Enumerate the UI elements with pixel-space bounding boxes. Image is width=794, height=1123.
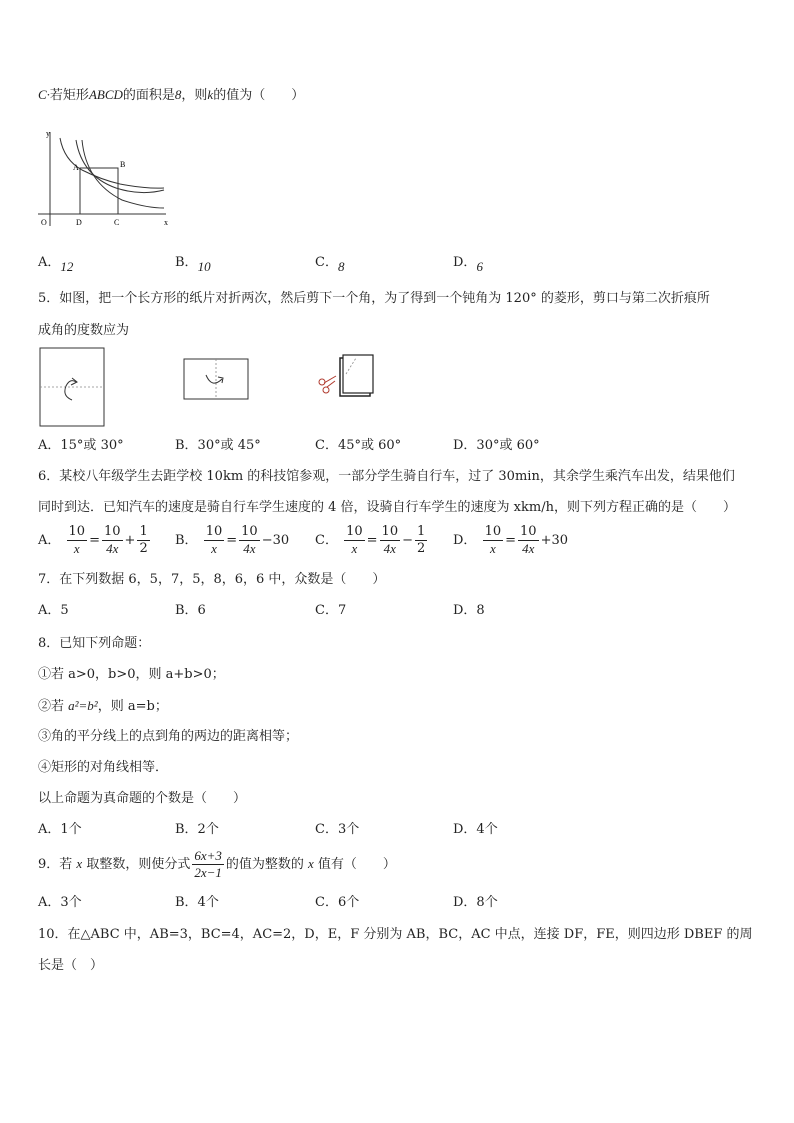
q4c-stem (38, 86, 304, 105)
scissors-icon (319, 376, 336, 393)
q9-option-c[interactable]: C．6个 (315, 895, 360, 910)
hyperbola-figure (36, 126, 176, 232)
rectangle-abcd (80, 168, 118, 214)
q4c-text-c: ，则 (181, 88, 208, 103)
q8-proposition-4: ④矩形的对角线相等． (38, 760, 169, 775)
label-d: D (76, 218, 82, 227)
q4c-text-a: 若矩形 (49, 88, 89, 103)
q6-option-c[interactable]: C． $\frac{10}{x}$ = $\frac{10}{4x}$ − $\frac{1}{2}$ (315, 524, 426, 556)
q9-option-a[interactable]: A．3个 (38, 895, 82, 910)
q8-proposition-1: ①若 a>0，b>0，则 a+b>0； (38, 667, 225, 682)
q8-option-c[interactable]: C．3个 (315, 822, 360, 837)
fold-step-1-figure (38, 346, 108, 428)
q9-stem: 9．若 x 取整数，则使分式 $\frac{6x+3}{2x-1}$ 的值为整数的 x 值有（ ） (38, 848, 396, 880)
q5-option-d[interactable]: D．30°或 60° (453, 438, 540, 453)
q4c-prefix: C· (38, 87, 50, 102)
q10-line2: 长是（ ） (38, 958, 104, 973)
q7-option-d[interactable]: D．8 (453, 603, 485, 618)
q7-option-c[interactable]: C．7 (315, 603, 347, 618)
q5-option-c[interactable]: C．45°或 60° (315, 438, 402, 453)
fraction: $\frac{10}{4x}$ (520, 524, 537, 556)
q4c-option-d[interactable]: D．6 (453, 255, 483, 274)
q4c-text-b: 的面积是 (122, 88, 175, 103)
q9-option-b[interactable]: B．4个 (175, 895, 219, 910)
q5-option-a[interactable]: A．15°或 30° (38, 438, 124, 453)
q8-option-b[interactable]: B．2个 (175, 822, 219, 837)
label-a: A (73, 163, 79, 172)
fraction: $\frac{6x+3}{2x-1}$ (194, 848, 222, 880)
q6-line1: 6．某校八年级学生去距学校 10km 的科技馆参观，一部分学生骑自行车，过了 30min，其余学生乘汽车出发，结果他们 (38, 469, 735, 484)
label-x: x (164, 218, 168, 227)
fraction: $\frac{10}{x}$ (205, 524, 223, 556)
fraction: $\frac{1}{2}$ (139, 524, 148, 556)
label-c: C (114, 218, 120, 227)
q7-line1: 7．在下列数据 6，5，7，5，8，6，6 中，众数是（ ） (38, 572, 386, 587)
q4c-var: k (207, 87, 214, 102)
label-b: B (120, 160, 126, 169)
fraction: $\frac{10}{x}$ (346, 524, 363, 556)
q4c-option-a[interactable]: A．12 (38, 255, 74, 274)
curve-inner (82, 140, 164, 208)
q7-option-a[interactable]: A．5 (38, 603, 69, 618)
fraction: $\frac{10}{x}$ (484, 524, 502, 556)
fold-step-2-figure (182, 357, 252, 403)
label-y: y (46, 129, 50, 138)
q4c-area: 8 (174, 87, 182, 102)
q8-option-d[interactable]: D．4个 (453, 822, 498, 837)
q6-option-a[interactable]: A． $\frac{10}{x}$ = $\frac{10}{4x}$ + $\frac{1}{2}$ (38, 524, 148, 556)
fraction: $\frac{10}{4x}$ (381, 524, 399, 556)
q9-option-d[interactable]: D．8个 (453, 895, 498, 910)
q8-proposition-2: ②若 a²=b²，则 a=b； (38, 698, 168, 714)
q6-option-b[interactable]: B． $\frac{10}{x}$ = $\frac{10}{4x}$ −30 (175, 524, 290, 556)
q4c-text-d: 的值为（ ） (213, 88, 305, 103)
fraction: $\frac{1}{2}$ (417, 524, 426, 556)
q8-proposition-3: ③角的平分线上的点到角的两边的距离相等； (38, 729, 299, 744)
q4c-option-b[interactable]: B．10 (175, 255, 211, 274)
fraction: $\frac{10}{4x}$ (241, 524, 258, 556)
q7-option-b[interactable]: B．6 (175, 603, 206, 618)
q8-ask: 以上命题为真命题的个数是（ ） (38, 791, 247, 806)
q6-line2: 同时到达．已知汽车的速度是骑自行车学生速度的 4 倍，设骑自行车学生的速度为 xkm/h，则下列方程正确的是（ ） (38, 500, 736, 515)
q10-line1: 10．在△ABC 中，AB=3，BC=4，AC=2，D，E，F 分别为 AB，BC，AC 中点，连接 DF，FE，则四边形 DBEF 的周 (38, 927, 753, 942)
fold-step-3-figure (314, 352, 376, 402)
q4c-shape: ABCD (88, 87, 123, 102)
fraction: $\frac{10}{x}$ (68, 524, 86, 556)
q5-option-b[interactable]: B．30°或 45° (175, 438, 261, 453)
q8-option-a[interactable]: A．1个 (38, 822, 82, 837)
label-o: O (41, 218, 47, 227)
fraction: $\frac{10}{4x}$ (103, 524, 121, 556)
q5-line2: 成角的度数应为 (38, 323, 130, 338)
q4c-option-c[interactable]: C．8 (315, 255, 345, 274)
q8-line1: 8．已知下列命题： (38, 636, 151, 651)
q6-option-d[interactable]: D． $\frac{10}{x}$ = $\frac{10}{4x}$ +30 (453, 524, 569, 556)
q5-line1: 5．如图，把一个长方形的纸片对折两次，然后剪下一个角，为了得到一个钝角为 120° 的菱形，剪口与第二次折痕所 (38, 291, 710, 306)
